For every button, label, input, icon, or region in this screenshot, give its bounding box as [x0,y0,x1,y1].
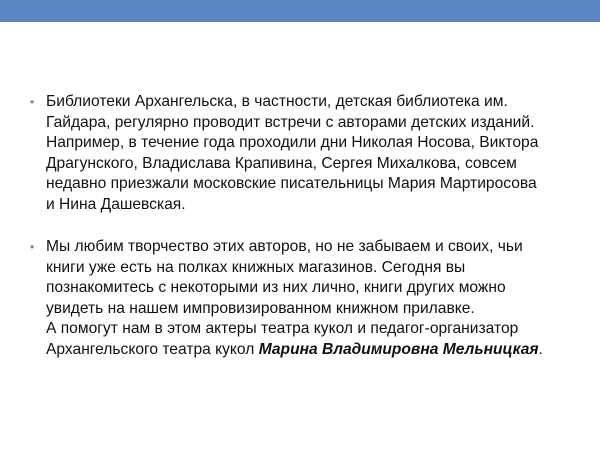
text-line: Библиотеки Архангельска, в частности, детская библиотека им. [46,93,508,110]
text-line: Гайдара, регулярно проводит встречи с авторами детских изданий. [46,113,535,131]
text-fragment: . [538,340,543,358]
text-line: увидеть на нашем импровизированном книжном прилавке. [46,299,475,317]
text-line-final [46,340,585,361]
text-line: Например, в течение года проходили дни Николая Носова, Виктора [46,134,539,151]
text-line: и Нина Дашевская. [46,195,186,213]
text-fragment: Архангельского театра кукол [46,340,259,358]
text-line: Драгунского, Владислава Крапивина, Сергея Михалкова, совсем [46,154,517,172]
text-line: недавно приезжали московские писательницы Мария Мартиросова [46,175,537,192]
slide-header-bar [0,0,600,22]
text-line: А помогут нам в этом актеры театра кукол и педагог-организатор [46,320,519,337]
bullet-paragraph-local-authors [30,237,585,360]
text-line: книги уже есть на полках книжных магазинов. Сегодня вы [46,258,466,276]
bullet-marker: • [30,240,35,254]
text-line: познакомитесь с некоторыми из них лично, книги других можно [46,279,506,296]
slide-content [30,92,585,360]
bullet-marker: • [30,95,35,109]
text-line: Мы любим творчество этих авторов, но не забываем и своих, чьи [46,238,523,255]
bullet-paragraph-libraries [30,92,585,215]
emphasized-name: Марина Владимировна Мельницкая [258,340,539,358]
